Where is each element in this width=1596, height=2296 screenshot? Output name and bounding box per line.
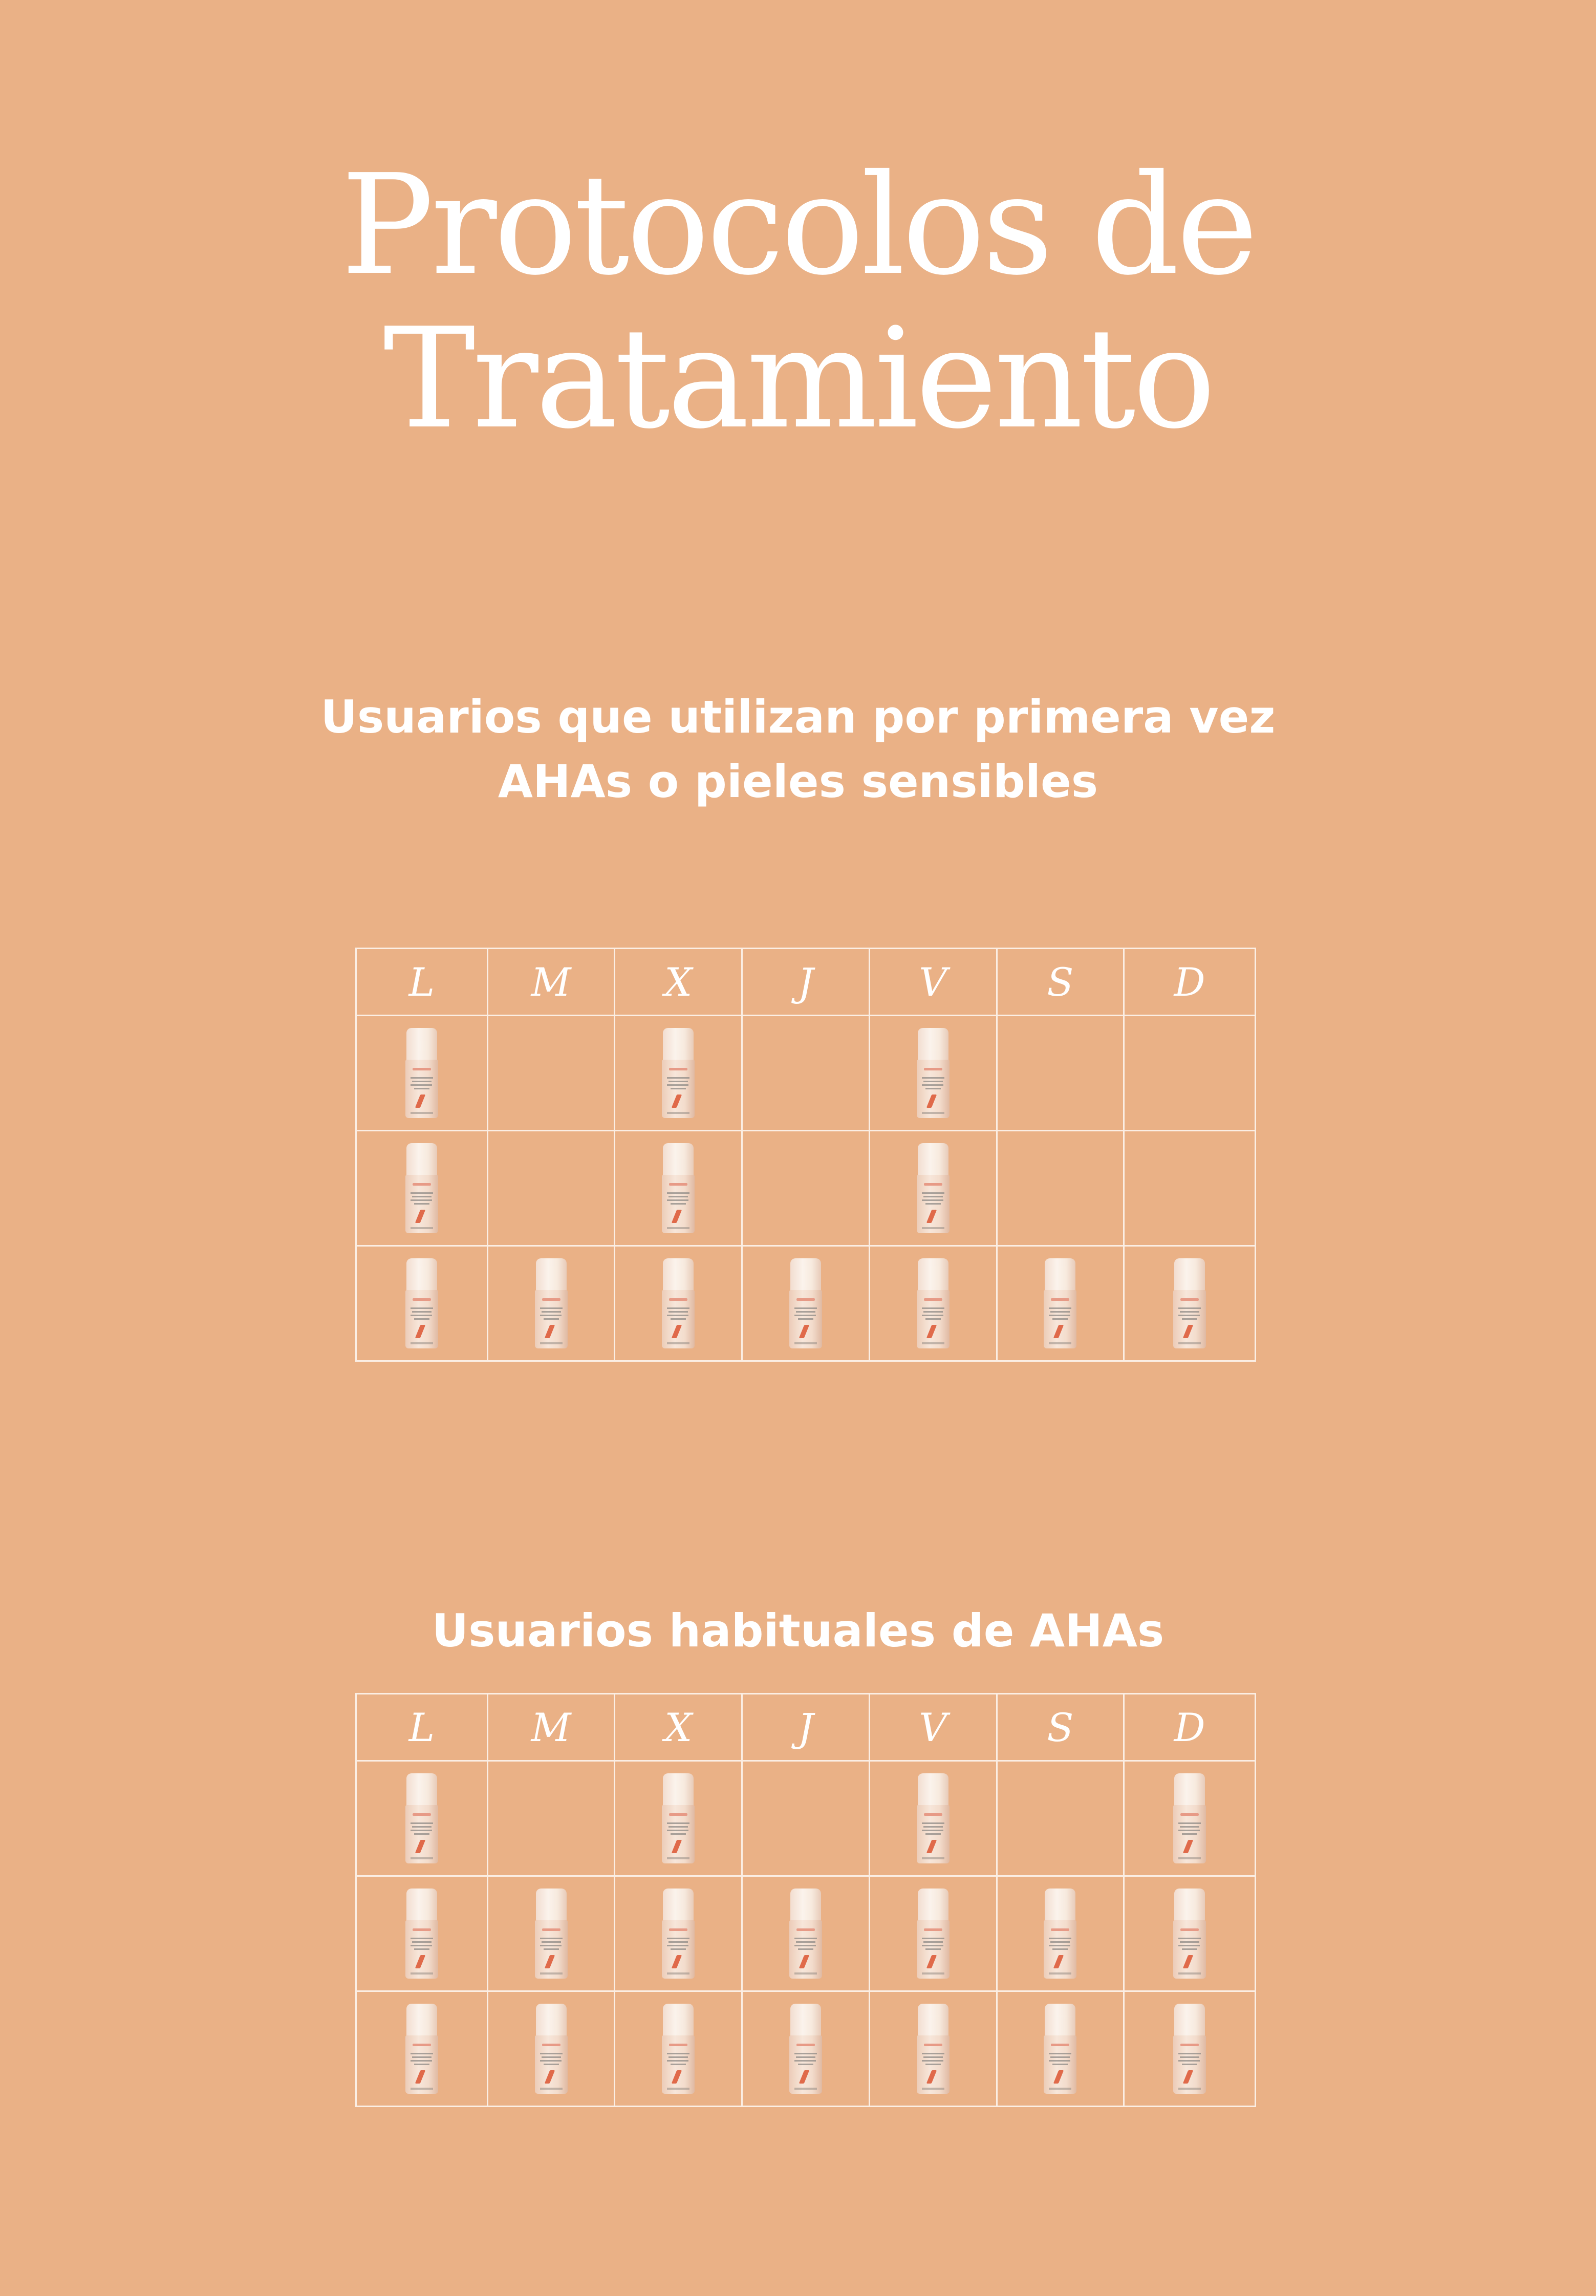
schedule-cell xyxy=(356,1246,488,1361)
schedule-cell xyxy=(1124,1991,1256,2107)
schedule-cell xyxy=(742,1131,870,1246)
serum-bottle-icon xyxy=(789,1889,822,1979)
schedule-cell xyxy=(742,1016,870,1131)
protocol-1-schedule-table xyxy=(355,948,1256,1362)
serum-bottle-icon xyxy=(405,2004,438,2094)
schedule-cell xyxy=(356,1876,488,1991)
schedule-cell xyxy=(742,1876,870,1991)
serum-bottle-icon xyxy=(917,1143,950,1233)
day-header-wednesday: X xyxy=(615,949,742,1016)
schedule-cell xyxy=(742,1246,870,1361)
serum-bottle-icon xyxy=(917,1028,950,1118)
serum-bottle-icon xyxy=(917,1258,950,1348)
day-header-saturday: S xyxy=(997,1694,1124,1761)
serum-bottle-icon xyxy=(535,1889,568,1979)
schedule-cell xyxy=(487,1876,615,1991)
serum-bottle-icon xyxy=(405,1143,438,1233)
protocol-1-heading-line-1: Usuarios que utilizan por primera vez xyxy=(320,691,1276,743)
protocol-1-heading-line-2: AHAs o pieles sensibles xyxy=(498,755,1098,808)
serum-bottle-icon xyxy=(1173,1889,1206,1979)
day-header-saturday: S xyxy=(997,949,1124,1016)
serum-bottle-icon xyxy=(662,1143,695,1233)
schedule-cell xyxy=(356,1761,488,1876)
serum-bottle-icon xyxy=(662,1889,695,1979)
serum-bottle-icon xyxy=(535,2004,568,2094)
schedule-cell xyxy=(615,1876,742,1991)
schedule-cell xyxy=(487,1991,615,2107)
serum-bottle-icon xyxy=(662,1258,695,1348)
serum-bottle-icon xyxy=(1173,2004,1206,2094)
day-header-tuesday: M xyxy=(487,1694,615,1761)
schedule-cell xyxy=(615,1246,742,1361)
schedule-cell xyxy=(1124,1246,1256,1361)
schedule-cell xyxy=(869,1876,997,1991)
schedule-cell xyxy=(742,1991,870,2107)
page-title xyxy=(0,144,1596,459)
protocol-2-heading-line-1: Usuarios habituales de AHAs xyxy=(432,1604,1164,1657)
schedule-cell xyxy=(997,1246,1124,1361)
schedule-row xyxy=(356,1991,1256,2107)
serum-bottle-icon xyxy=(917,1773,950,1863)
schedule-cell xyxy=(869,1761,997,1876)
serum-bottle-icon xyxy=(1044,1258,1076,1348)
schedule-cell xyxy=(356,1131,488,1246)
schedule-cell xyxy=(869,1246,997,1361)
schedule-cell xyxy=(869,1131,997,1246)
page-title-line-1: Protocolos de xyxy=(340,144,1256,306)
serum-bottle-icon xyxy=(535,1258,568,1348)
schedule-cell xyxy=(487,1131,615,1246)
day-header-monday: L xyxy=(356,1694,488,1761)
schedule-cell xyxy=(487,1246,615,1361)
schedule-cell xyxy=(997,1016,1124,1131)
schedule-row xyxy=(356,1246,1256,1361)
schedule-cell xyxy=(997,1131,1124,1246)
schedule-cell xyxy=(1124,1761,1256,1876)
serum-bottle-icon xyxy=(1173,1258,1206,1348)
serum-bottle-icon xyxy=(917,1889,950,1979)
schedule-cell xyxy=(487,1016,615,1131)
schedule-cell xyxy=(615,1991,742,2107)
schedule-row xyxy=(356,1016,1256,1131)
serum-bottle-icon xyxy=(662,2004,695,2094)
protocol-2-heading xyxy=(0,1599,1596,1663)
page-title-line-2: Tratamiento xyxy=(383,298,1213,459)
day-header-tuesday: M xyxy=(487,949,615,1016)
day-header-row xyxy=(356,949,1256,1016)
schedule-cell xyxy=(356,1016,488,1131)
schedule-cell xyxy=(1124,1016,1256,1131)
schedule-cell xyxy=(615,1016,742,1131)
day-header-friday: V xyxy=(869,1694,997,1761)
serum-bottle-icon xyxy=(405,1773,438,1863)
schedule-cell xyxy=(1124,1876,1256,1991)
schedule-cell xyxy=(1124,1131,1256,1246)
serum-bottle-icon xyxy=(789,1258,822,1348)
schedule-cell xyxy=(869,1991,997,2107)
day-header-monday: L xyxy=(356,949,488,1016)
serum-bottle-icon xyxy=(662,1773,695,1863)
serum-bottle-icon xyxy=(662,1028,695,1118)
schedule-cell xyxy=(615,1131,742,1246)
schedule-cell xyxy=(487,1761,615,1876)
schedule-cell xyxy=(997,1761,1124,1876)
schedule-row xyxy=(356,1131,1256,1246)
serum-bottle-icon xyxy=(789,2004,822,2094)
serum-bottle-icon xyxy=(405,1258,438,1348)
schedule-cell xyxy=(356,1991,488,2107)
protocol-1-heading xyxy=(0,685,1596,814)
serum-bottle-icon xyxy=(1173,1773,1206,1863)
schedule-cell xyxy=(742,1761,870,1876)
day-header-sunday: D xyxy=(1124,1694,1256,1761)
schedule-cell xyxy=(615,1761,742,1876)
schedule-row xyxy=(356,1876,1256,1991)
schedule-cell xyxy=(997,1991,1124,2107)
serum-bottle-icon xyxy=(1044,2004,1076,2094)
day-header-friday: V xyxy=(869,949,997,1016)
day-header-row xyxy=(356,1694,1256,1761)
day-header-sunday: D xyxy=(1124,949,1256,1016)
serum-bottle-icon xyxy=(1044,1889,1076,1979)
schedule-cell xyxy=(869,1016,997,1131)
day-header-wednesday: X xyxy=(615,1694,742,1761)
serum-bottle-icon xyxy=(405,1028,438,1118)
day-header-thursday: J xyxy=(742,949,870,1016)
serum-bottle-icon xyxy=(917,2004,950,2094)
schedule-row xyxy=(356,1761,1256,1876)
schedule-cell xyxy=(997,1876,1124,1991)
protocol-2-schedule-table xyxy=(355,1693,1256,2107)
serum-bottle-icon xyxy=(405,1889,438,1979)
day-header-thursday: J xyxy=(742,1694,870,1761)
